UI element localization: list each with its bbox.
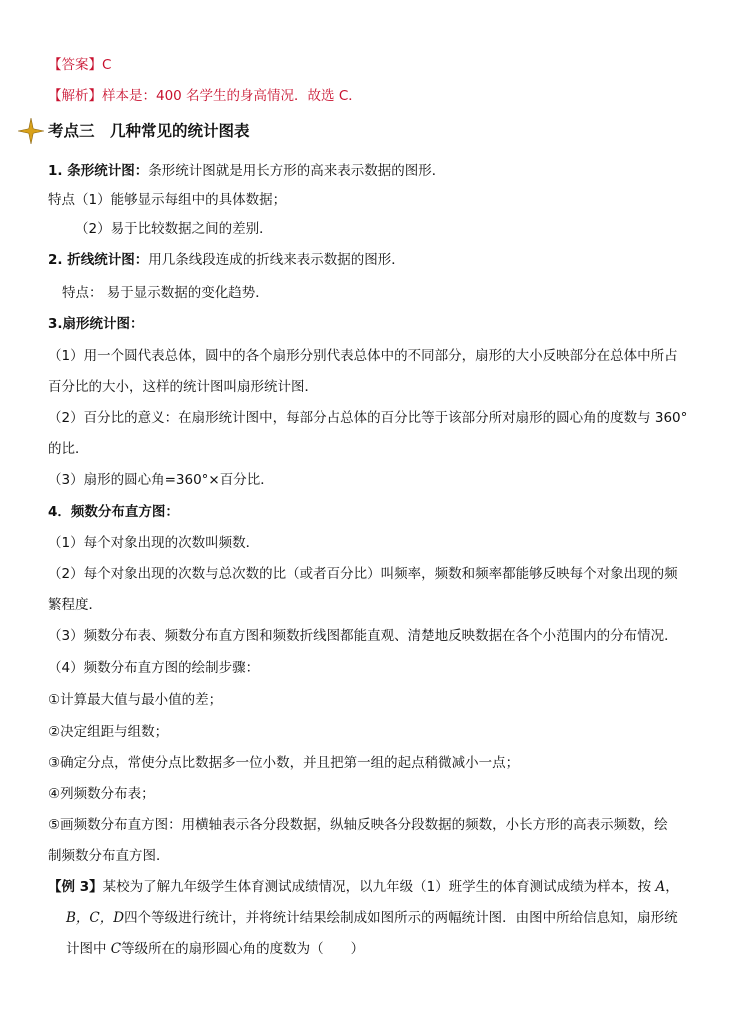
answer-value: C xyxy=(102,57,112,73)
line-chart-desc: 用几条线段连成的折线来表示数据的图形． xyxy=(148,252,405,268)
histogram-p3: （3）频数分布表、频数分布直方图和频数折线图都能直观、清楚地反映数据在各个小范围内的分布情况． xyxy=(48,628,678,644)
histogram-p2a: （2）每个对象出现的次数与总次数的比（或者百分比）叫频率，频数和频率都能够反映每个对象出现的频 xyxy=(48,566,678,582)
example-text-1: 某校为了解九年级学生体育测试成绩情况，以九年级（1）班学生的体育测试成绩为样本，按 xyxy=(102,879,656,895)
line-chart-title: 2. 折线统计图： xyxy=(48,252,149,268)
section-title: 考点三 几种常见的统计图表 xyxy=(48,122,250,140)
line-chart-feature: 特点： 易于显示数据的变化趋势． xyxy=(62,285,269,301)
pie-chart-p2b: 的比． xyxy=(48,441,89,457)
pie-chart-title: 3.扇形统计图： xyxy=(48,316,144,332)
example-text-2: 四个等级进行统计，并将统计结果绘制成如图所示的两幅统计图．由图中所给信息知，扇形统 xyxy=(124,910,678,926)
four-point-star-icon xyxy=(18,118,44,144)
answer-line xyxy=(48,55,111,75)
analysis-tag: 【解析】 xyxy=(48,88,102,104)
pie-chart-p2a: （2）百分比的意义：在扇形统计图中，每部分占总体的百分比等于该部分所对扇形的圆心角的度数与 360° xyxy=(48,410,688,426)
bar-chart-desc: 条形统计图就是用长方形的高来表示数据的图形． xyxy=(148,163,446,179)
histogram-step-3: ③确定分点，常使分点比数据多一位小数，并且把第一组的起点稍微减小一点； xyxy=(48,755,520,771)
bar-chart-feature-2: （2）易于比较数据之间的差别． xyxy=(75,221,273,237)
histogram-step-4: ④列频数分布表； xyxy=(48,786,155,802)
example-line-1 xyxy=(48,877,679,897)
example-line-2 xyxy=(66,908,678,928)
bar-chart-line xyxy=(48,161,445,181)
example-var-a: A xyxy=(655,879,666,895)
example-text-3a: 计图中 xyxy=(66,941,111,957)
analysis-text: 样本是：400 名学生的身高情况．故选 C． xyxy=(102,88,362,104)
bar-chart-title: 1. 条形统计图： xyxy=(48,163,149,179)
pie-chart-p1a: （1）用一个圆代表总体，圆中的各个扇形分别代表总体中的不同部分，扇形的大小反映部分在总体中所占 xyxy=(48,348,678,364)
bar-chart-feature-1: 特点（1）能够显示每组中的具体数据； xyxy=(48,192,287,208)
answer-tag: 【答案】 xyxy=(48,57,102,73)
example-text-3b: 等级所在的扇形圆心角的度数为（ ） xyxy=(121,941,365,957)
histogram-step-5b: 制频数分布直方图． xyxy=(48,848,170,864)
histogram-p2b: 繁程度． xyxy=(48,597,102,613)
example-line-3 xyxy=(66,939,364,959)
histogram-p1: （1）每个对象出现的次数叫频数． xyxy=(48,535,260,551)
example-text-1-end: ， xyxy=(665,879,679,895)
pie-chart-p1b: 百分比的大小，这样的统计图叫扇形统计图． xyxy=(48,379,318,395)
example-vars-bcd: B，C，D xyxy=(66,910,125,926)
pie-chart-p3: （3）扇形的圆心角=360°×百分比． xyxy=(48,472,274,488)
histogram-p4: （4）频数分布直方图的绘制步骤： xyxy=(48,660,260,676)
example-tag: 【例 3】 xyxy=(48,879,103,895)
histogram-step-2: ②决定组距与组数； xyxy=(48,724,169,740)
example-var-c: C xyxy=(110,941,122,957)
line-chart-line xyxy=(48,250,405,270)
histogram-step-5a: ⑤画频数分布直方图：用横轴表示各分段数据，纵轴反映各分段数据的频数，小长方形的高表示频数，绘 xyxy=(48,817,668,833)
histogram-title: 4．频数分布直方图： xyxy=(48,504,179,520)
histogram-step-1: ①计算最大值与最小值的差； xyxy=(48,692,223,708)
analysis-line xyxy=(48,86,362,106)
